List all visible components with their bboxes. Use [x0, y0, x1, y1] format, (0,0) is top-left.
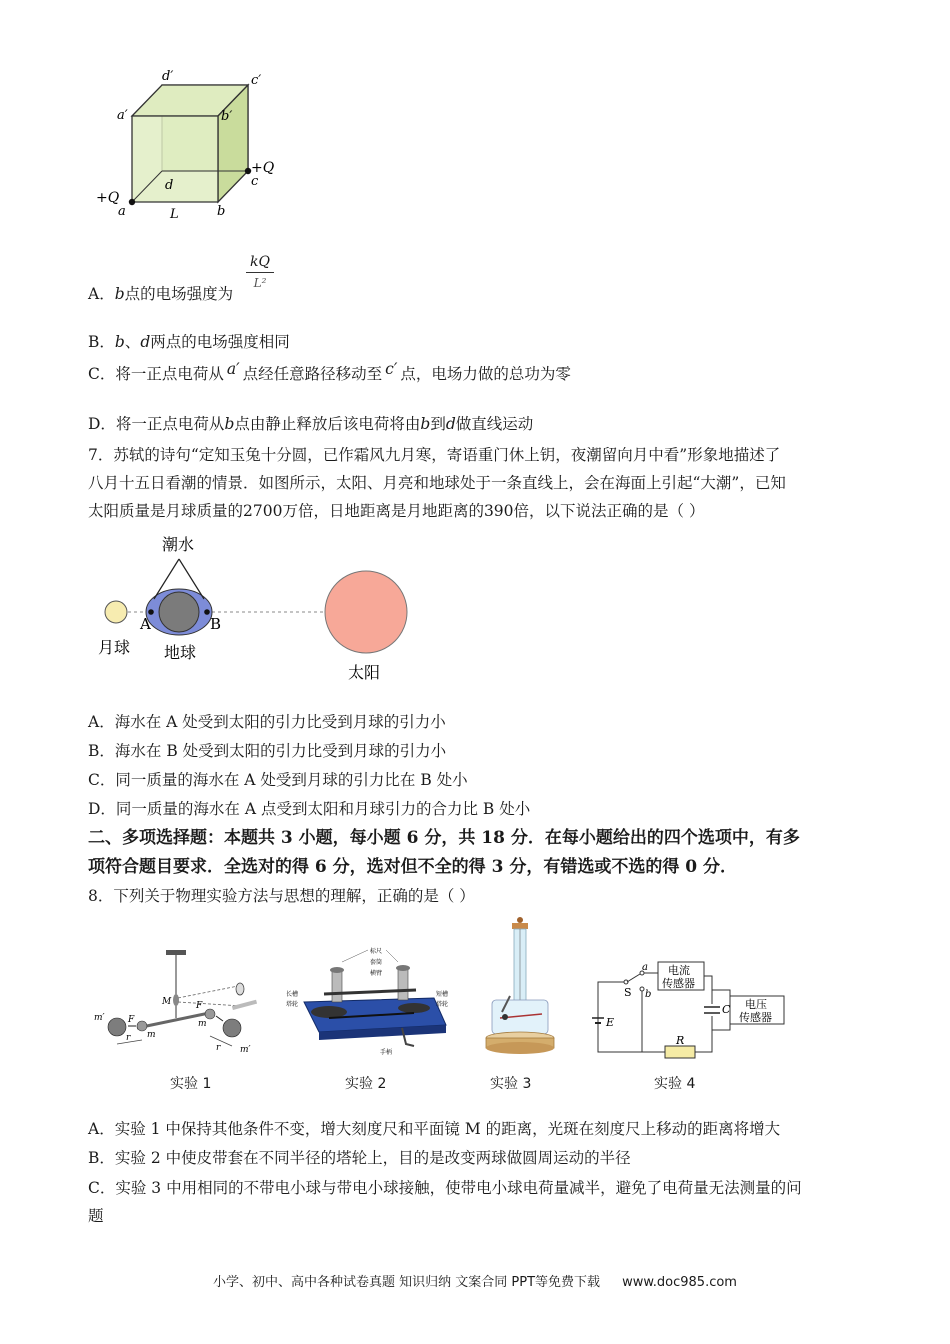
label-L: L: [170, 207, 179, 222]
wire-cap-down: [695, 1016, 712, 1052]
label-a: a: [118, 204, 126, 219]
label-E: E: [606, 1016, 615, 1029]
experiment-4-figure: [590, 960, 790, 1060]
q7-option-c: C．同一质量的海水在 A 处受到月球的引力比在 B 处小: [88, 771, 468, 789]
q6-option-c-mid: 点经任意路径移动至: [242, 365, 383, 383]
label-m-prime-left: m′: [94, 1013, 105, 1023]
sleeve-right: [396, 965, 410, 971]
top-cap: [512, 923, 528, 929]
q8-stem: 8．下列关于物理实验方法与思想的理解，正确的是（ ）: [88, 887, 475, 905]
column-left: [332, 970, 342, 1002]
pulley-left: [311, 1006, 347, 1018]
q6-option-d: [88, 414, 533, 434]
column-right: [398, 968, 408, 1000]
charge-dot-a: [129, 199, 135, 205]
q6-option-d-end: 做直线运动: [455, 415, 534, 433]
q6-option-b-text: 两点的电场强度相同: [150, 333, 290, 351]
q6-option-d-prefix: D．将一正点电荷从: [88, 415, 225, 433]
small-ball-left: [137, 1021, 147, 1031]
moon: [105, 601, 127, 623]
q6-option-b-prefix: B．: [88, 333, 115, 351]
cube-figure: [88, 68, 298, 228]
q7-stem-line-3: 太阳质量是月球质量的2700万倍，日地距离是月地距离的390倍，以下说法正确的是（ ）: [88, 502, 705, 520]
label-c-prime: c′: [251, 73, 262, 88]
q6-option-d-mid: 点由静止释放后该电荷将由: [234, 415, 421, 433]
label-pulley-right: 塔轮: [436, 1001, 449, 1008]
q7-option-a: A．海水在 A 处受到太阳的引力比受到月球的引力小: [88, 713, 446, 731]
label-m-prime-right: m′: [240, 1045, 251, 1055]
label-arm: 横臂: [370, 970, 383, 977]
lamp-icon: [236, 983, 244, 995]
wooden-base-bottom: [486, 1042, 554, 1054]
distance-r-right: [210, 1036, 232, 1046]
label-sun: 太阳: [348, 663, 381, 682]
q6-option-a-prefix: A．: [88, 285, 115, 303]
force-arrow-right: [216, 1016, 223, 1021]
experiment-3-figure: [480, 914, 560, 1060]
light-ray-1: [178, 986, 238, 998]
switch-contact-b: [640, 987, 644, 991]
label-c: c: [251, 174, 259, 189]
q6-option-a-var: b: [114, 285, 125, 303]
small-ball-right: [205, 1009, 215, 1019]
fraction-denominator: L²: [253, 276, 267, 290]
label-short-slot: 短槽: [436, 991, 449, 998]
label-handle: 手柄: [380, 1049, 393, 1056]
q6-option-b-var-b: b: [114, 333, 125, 351]
q6-option-c-var-c: c′: [385, 360, 398, 378]
section-2-heading: [88, 824, 888, 882]
charged-ball: [502, 1014, 508, 1020]
glass-cylinder: [492, 1000, 548, 1034]
large-ball-left: [108, 1018, 126, 1036]
wire-sensor-to-cap: [704, 976, 712, 1004]
q7-stem: [88, 441, 888, 525]
label-ruler: 标尺: [370, 948, 383, 955]
q6-option-c-prefix: C．将一正点电荷从: [88, 365, 224, 383]
label-a-prime: a′: [117, 108, 128, 123]
large-ball-right: [223, 1019, 241, 1037]
label-A: A: [140, 615, 151, 633]
q7-option-b: B．海水在 B 处受到太阳的引力比受到月球的引力小: [88, 742, 447, 760]
label-d: d: [165, 178, 174, 193]
callout-2: [386, 950, 398, 962]
fraction-numerator: kQ: [246, 254, 274, 273]
label-F-right: F: [196, 1001, 203, 1011]
q6-option-d-to: 到: [430, 415, 446, 433]
q6-option-c: [88, 360, 571, 384]
q7-stem-line-1: 7．苏轼的诗句“定知玉兔十分圆，已作霜风九月寒，寄语重门休上钥，夜潮留向月中看”形象地描述了: [88, 446, 781, 464]
sleeve-left: [330, 967, 344, 973]
q6-option-c-var-a: a′: [226, 360, 240, 378]
label-M: M: [162, 997, 172, 1007]
q6-option-d-var-b2: b: [420, 415, 431, 433]
experiment-2-figure: [284, 940, 459, 1060]
q7-stem-line-2: 八月十五日看潮的情景．如图所示，太阳、月亮和地球处于一条直线上，会在海面上引起“大潮”，已知: [88, 474, 786, 492]
footer-link[interactable]: www.doc985.com: [622, 1275, 737, 1290]
q8-option-a: A．实验 1 中保持其他条件不变，增大刻度尺和平面镜 M 的距离，光斑在刻度尺上移动的距离将增大: [88, 1120, 781, 1138]
callout-1: [342, 950, 368, 962]
pulley-right: [398, 1003, 430, 1013]
q7-option-d: D．同一质量的海水在 A 点受到太阳和月球引力的合力比 B 处小: [88, 800, 531, 818]
light-ray-2: [178, 1002, 242, 1006]
label-plus-q-c: +Q: [251, 160, 275, 176]
label-moon: 月球: [98, 638, 131, 657]
label-pulley-left: 塔轮: [286, 1001, 299, 1008]
point-b-dot: [204, 609, 210, 615]
experiment-1-caption: 实验 1: [170, 1076, 212, 1092]
top-knob: [517, 917, 523, 923]
q6-option-b: [88, 332, 290, 352]
experiment-4-caption: 实验 4: [654, 1076, 696, 1092]
earth: [159, 592, 199, 632]
label-m-right: m: [198, 1019, 207, 1029]
q6-option-d-var-d: d: [445, 415, 456, 433]
resistor-R: [665, 1046, 695, 1058]
label-earth: 地球: [164, 643, 197, 662]
label-C: C: [722, 1003, 731, 1016]
section-2-line-2: 项符合题目要求．全选对的得 6 分，选对但不全的得 3 分，有错选或不选的得 0 分．: [88, 857, 737, 877]
experiment-2-caption: 实验 2: [345, 1076, 387, 1092]
q6-option-d-var-b: b: [224, 415, 235, 433]
experiment-3-caption: 实验 3: [490, 1076, 532, 1092]
q8-option-c-line-2: 题: [88, 1207, 104, 1225]
q6-option-a-fraction: [246, 254, 274, 291]
scale-ruler: [232, 1000, 257, 1010]
label-F-left: F: [128, 1015, 135, 1025]
label-switch-b: b: [645, 989, 652, 1000]
q6-option-b-var-d: d: [140, 333, 151, 351]
label-long-slot: 长槽: [286, 991, 299, 998]
label-R: R: [676, 1034, 685, 1047]
q8-option-b: B．实验 2 中使皮带套在不同半径的塔轮上，目的是改变两球做圆周运动的半径: [88, 1149, 631, 1167]
mirror-M: [173, 994, 179, 1006]
experiment-1-figure: [92, 940, 262, 1060]
sun: [325, 571, 407, 653]
page-footer: [0, 1271, 950, 1290]
label-plus-q-a: +Q: [96, 190, 120, 206]
label-current-sensor-2: 传感器: [662, 977, 695, 990]
tide-figure: [88, 528, 428, 693]
label-sleeve: 套筒: [370, 959, 383, 966]
label-voltage-sensor-2: 传感器: [739, 1011, 772, 1024]
q6-option-a: [88, 284, 233, 304]
label-B: B: [210, 615, 222, 633]
q6-option-a-text: 点的电场强度为: [124, 285, 234, 303]
circuit-wire-top: [598, 982, 624, 990]
label-S: S: [624, 986, 632, 999]
point-a-dot: [148, 609, 154, 615]
label-tide: 潮水: [162, 535, 195, 554]
ceiling-mount: [166, 950, 186, 955]
q8-option-c-line-1: C．实验 3 中用相同的不带电小球与带电小球接触，使带电小球电荷量减半，避免了电荷量无法测量的问: [88, 1179, 802, 1197]
label-r-right: r: [216, 1043, 221, 1053]
q6-option-c-end: 点，电场力做的总功为零: [400, 365, 571, 383]
label-b: b: [217, 204, 226, 219]
label-r-left: r: [126, 1033, 131, 1043]
label-switch-a: a: [642, 962, 648, 973]
label-current-sensor-1: 电流: [668, 964, 690, 977]
q6-option-b-sep: 、: [124, 333, 141, 351]
label-m-left: m: [147, 1030, 156, 1040]
label-b-prime: b′: [221, 109, 233, 124]
label-voltage-sensor-1: 电压: [745, 998, 767, 1011]
footer-text: 小学、初中、高中各种试卷真题 知识归纳 文案合同 PPT等免费下载: [213, 1275, 601, 1290]
switch-blade: [627, 974, 640, 982]
section-2-line-1: 二、多项选择题：本题共 3 小题，每小题 6 分，共 18 分．在每小题给出的四个选项中，有多: [88, 828, 800, 848]
label-d-prime: d′: [162, 69, 174, 84]
